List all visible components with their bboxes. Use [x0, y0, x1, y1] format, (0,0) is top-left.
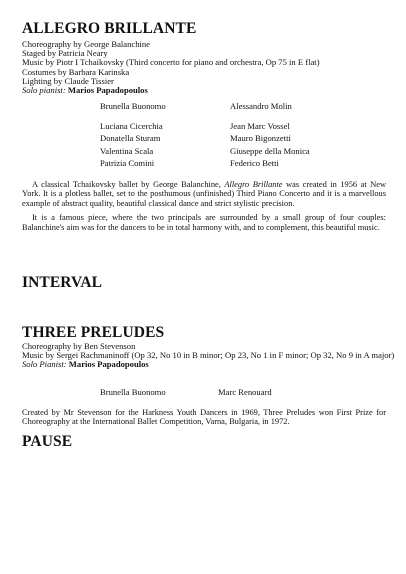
- staging-credit: Staged by Patricia Neary: [22, 48, 108, 59]
- cast-member: Mauro Bigonzetti: [230, 133, 291, 144]
- cast-member: Valentina Scala: [100, 145, 154, 156]
- preludes-dancer-1: Brunella Buonomo: [100, 387, 166, 397]
- preludes-paragraph: Created by Mr Stevenson for the Harkness Youth Dancers in 1969, Three Preludes won First Prize for Choreography at the International Ballet Competition, Varna, Bulgaria, in 1972.: [22, 408, 386, 427]
- allegro-credits: [22, 40, 320, 95]
- costumes-credit: Costumes by Barbara Karinska: [22, 66, 130, 77]
- allegro-title: ALLEGRO BRILLANTE: [22, 20, 197, 37]
- principal-dancer-2: Alessandro Molin: [230, 101, 292, 111]
- choreography-credit: Choreography by Ben Stevenson: [22, 341, 136, 351]
- cast-member: Luciana Cicerchia: [100, 121, 163, 131]
- lighting-credit: Lighting by Claude Tissier: [22, 75, 114, 86]
- cast-member: Federico Betti: [230, 158, 279, 169]
- description-paragraph-1: A classical Tchaikovsky ballet by George Balanchine, Allegro Brillante was created in 1956 at New York. It is a plotless ballet, set to the posthumous (unfinished) Third Piano Concerto and it is a marvellous example of abstract quality, beautiful classical dance and strict stylistic precision.: [22, 180, 387, 208]
- preludes-title: THREE PRELUDES: [22, 324, 165, 341]
- description-paragraph-2: It is a famous piece, where the two principals are surrounded by a small group of four couples: Balanchine's aim was for the dancers to be in total harmony with, and to complement, this beautiful music.: [22, 213, 386, 232]
- cast-member: Jean Marc Vossel: [230, 121, 290, 131]
- cast-member: Giuseppe della Monica: [230, 145, 310, 156]
- choreography-credit: Choreography by George Balanchine: [22, 39, 150, 49]
- cast-member: Patrizia Comini: [100, 158, 155, 169]
- solo-pianist-name: Marios Papadopoulos: [67, 85, 148, 96]
- preludes-dancer-2: Marc Renouard: [218, 387, 272, 397]
- principal-dancer-1: Brunella Buonomo: [100, 101, 166, 111]
- cast-column-left: [100, 120, 163, 170]
- solo-pianist-label: Solo pianist:: [22, 85, 66, 96]
- ballet-title-italic: Allegro Brillante: [224, 180, 283, 189]
- solo-pianist-label: Solo Pianist:: [22, 359, 67, 370]
- preludes-credits: [22, 341, 395, 370]
- pause-heading: PAUSE: [22, 433, 73, 450]
- cast-column-right: [230, 120, 310, 170]
- solo-pianist-name: Marios Papadopoulos: [68, 359, 149, 370]
- allegro-description: [22, 180, 386, 232]
- solo-pianist-line: [22, 360, 388, 369]
- cast-member: Donatella Sturam: [100, 133, 161, 144]
- music-credit: Music by Sergei Rachmaninoff (Op 32, No 10 in B minor; Op 23, No 1 in F minor; Op 32, No 9 in A major): [22, 350, 395, 361]
- solo-pianist-line: [22, 86, 320, 95]
- interval-heading: INTERVAL: [22, 274, 103, 291]
- preludes-description: [22, 408, 386, 427]
- music-credit: Music by Piotr I Tchaikovsky (Third concerto for piano and orchestra, Op 75 in E flat): [22, 57, 320, 68]
